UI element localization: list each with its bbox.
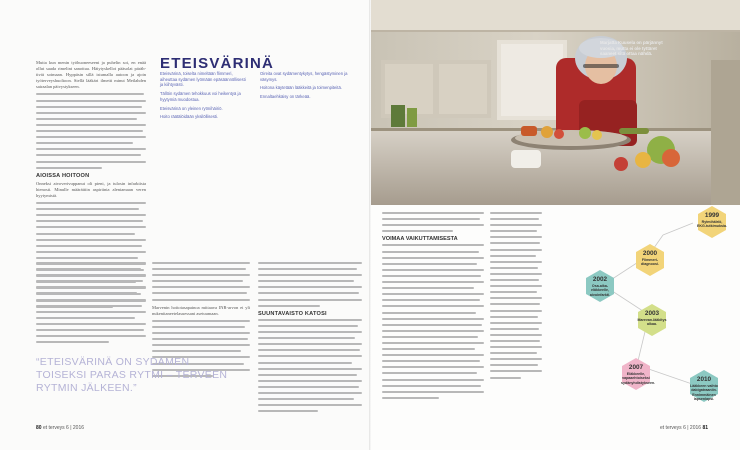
fact-item: Hoito räätälöidään yksilöllisesti. — [160, 114, 219, 120]
fact-item: Tällöin sydämen tehokkuus voi heikentyä ja hyytymiä muodostua. — [160, 91, 241, 102]
fact-box-title: ETEISVÄRINÄ — [160, 55, 275, 72]
body-paragraph: Onneksi aivoverivuppanut oli pieni, ja tulosin infarktista hienosti. Minulle määrättiin aspiriinia aleniamaan veren hyytymistä. — [36, 180, 146, 198]
fact-box — [160, 55, 360, 120]
timeline — [545, 205, 740, 430]
fact-item: Eteisvärinä on yleinen rytmihäiriö. — [160, 105, 223, 111]
kitchen-photo — [371, 0, 740, 205]
fact-item: Hoitona käytetään lääkkeitä ja toimenpiteitä. — [260, 85, 342, 91]
timeline-year: 2002 — [592, 276, 608, 283]
issue-number: 6 | 2016 — [66, 425, 85, 431]
timeline-year: 1999 — [704, 212, 720, 219]
timeline-item-1999 — [695, 205, 729, 239]
left-column-1b — [36, 262, 146, 347]
timeline-text: Lääkkeen vaihto dabigatraaniin. Ennimmäinen lapsenlapsi. — [690, 384, 718, 401]
subheading: AIOISSA HOITOON — [36, 172, 90, 179]
footer-right — [660, 425, 708, 431]
timeline-item-2010 — [687, 369, 721, 403]
subheading: VOIMAA VAIKUTTAMISESTA — [382, 236, 458, 243]
right-column-1 — [382, 212, 484, 403]
right-column-2 — [490, 212, 542, 383]
timeline-item-2000 — [633, 243, 667, 277]
timeline-year: 2003 — [644, 310, 660, 317]
photo-caption: Marjatta Kuusela on pärjännyt vuosia, mutta ei ole tyttäret saaneet sitä ottaa nähdä. — [600, 40, 663, 57]
page-number: 81 — [702, 425, 709, 431]
magazine-name: et terveys — [42, 425, 65, 431]
timeline-text: Rytmihäiriö, EKG-tutkimuksia. — [697, 220, 727, 229]
pull-quote: “ETEISVÄRINÄ ON SYDÄMEN TOISEKSI PARAS RYTMI – TERVEEN RYTMIN JÄLKEEN.” — [36, 356, 228, 394]
timeline-year: 2000 — [642, 250, 658, 257]
magazine-name: et terveys — [660, 425, 682, 431]
fact-item: Ennaltaehkäisy on tärkeää. — [260, 94, 311, 100]
timeline-year: 2007 — [628, 364, 644, 371]
timeline-text: Eläkkeelle, vapaaehtoiseksi sydänyhdistykseen. — [621, 372, 656, 385]
timeline-item-2007 — [619, 357, 656, 391]
fact-item: Eteisvärinä, toiselta nimeltään flimmeri, aiheuttaa sydämen lyömään epäsäännöllisesti ja kiihtyvästi. — [160, 71, 246, 88]
page-number: 80 — [36, 425, 42, 431]
timeline-year: 2010 — [696, 376, 712, 383]
timeline-text: Osa-aika-eläkkeelle, aivoinfarkti. — [589, 284, 611, 297]
timeline-item-2003 — [635, 303, 669, 337]
body-paragraph: Marvenin hoitotasapainoa mittaava INR-arvon ei yli nukenitaneetelasuessani asetuumaan. — [152, 304, 250, 316]
body-paragraph: Mutta kun menin työhuoneeseeni ja puhelin soi, en enää ollut saada rimelint sanottua. Häiytyskellot pääsolat päräh-tivät soimaan. Hyppäsin sillä istumalla autoon ja ajoin työterveyshuoltoon. Siellä lääkäri ilmetti minut Meilahden sairaalan päivystykseen. — [36, 60, 146, 90]
timeline-item-2002 — [583, 269, 617, 303]
timeline-text: Flimmeri-diagnoosi. — [641, 258, 659, 267]
fact-column-1 — [160, 71, 250, 123]
timeline-text: Marevan-lääkitys alkaa. — [637, 318, 667, 327]
fact-item: Oireita ovat sydämentykytys, hengästyminen ja väsymys. — [260, 71, 348, 82]
middle-column — [258, 262, 362, 416]
subheading: SUUNTAVAISTO KATOSI — [258, 310, 327, 317]
fact-column-2 — [260, 71, 350, 103]
footer-left — [36, 425, 84, 431]
issue-number: 6 | 2016 — [683, 425, 702, 431]
